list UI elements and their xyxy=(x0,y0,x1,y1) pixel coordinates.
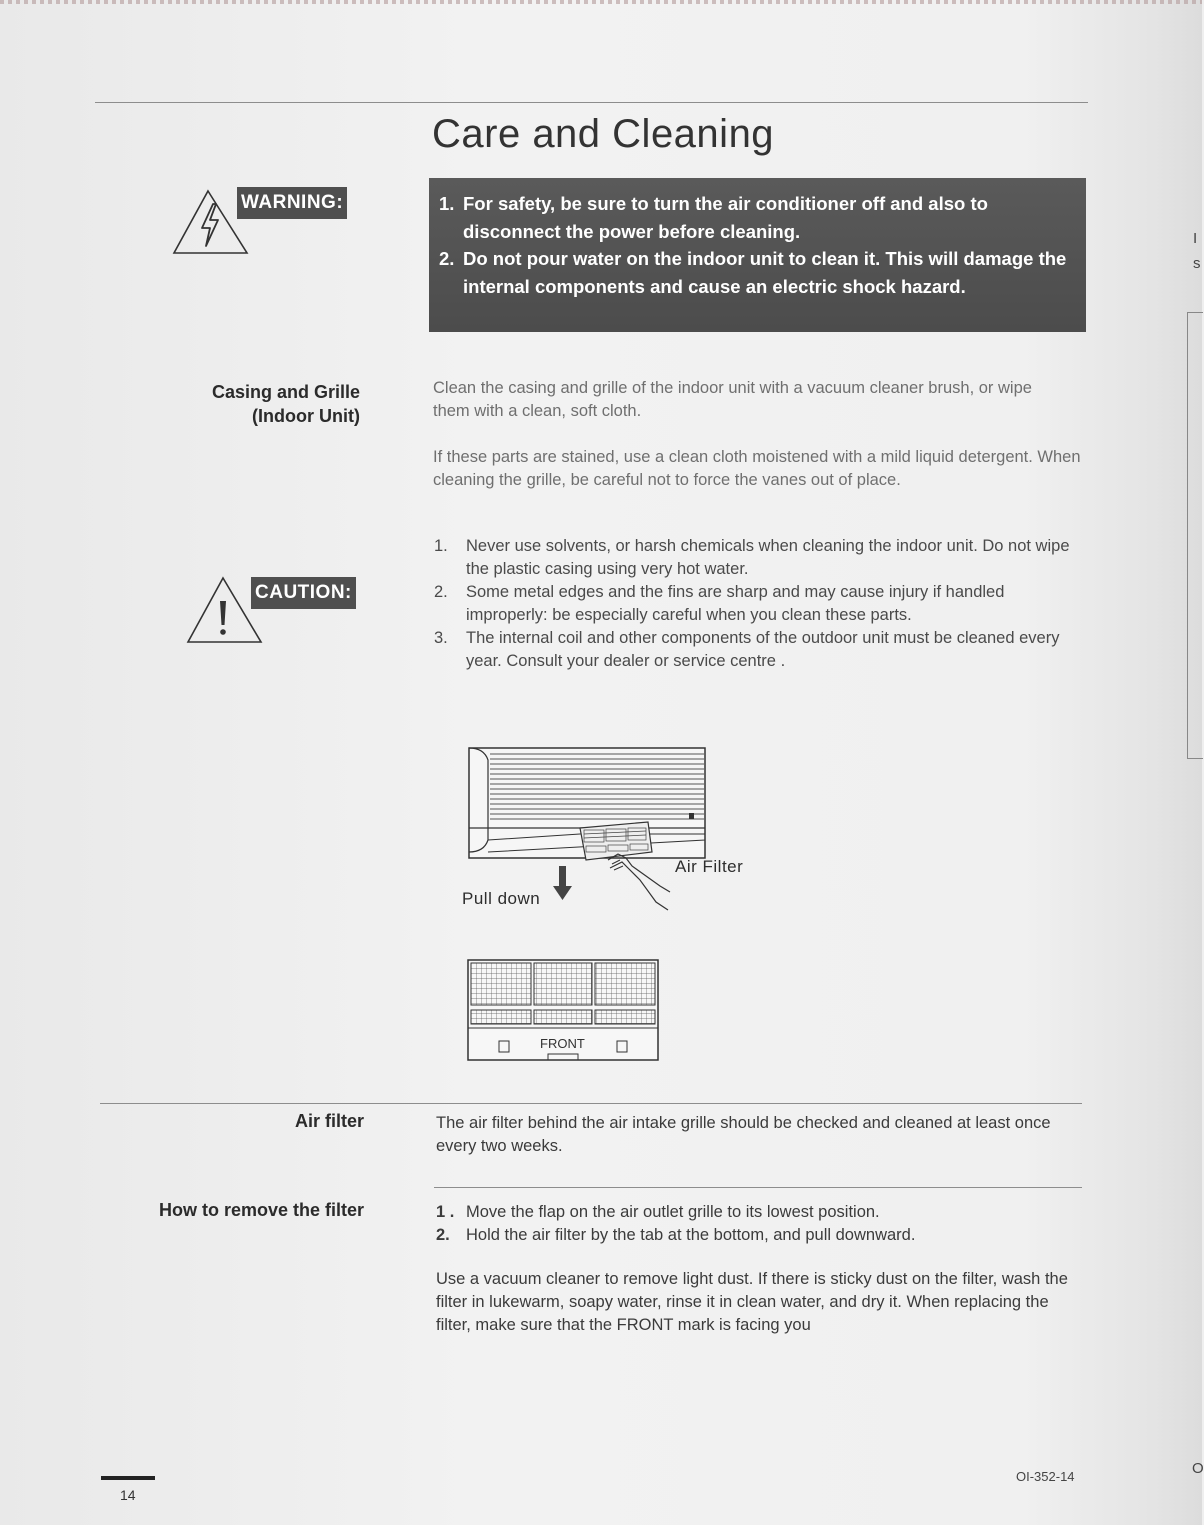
page-number: 14 xyxy=(120,1487,136,1503)
adjacent-page-fragment: s xyxy=(1193,255,1201,272)
document-code: OI-352-14 xyxy=(1016,1469,1075,1484)
remove-filter-paragraph: Use a vacuum cleaner to remove light dust. If there is sticky dust on the filter, wash the filter in lukewarm, soapy water, rinse it in clean water, and dry it. When replacing the filter, make sure that the FRONT mark is facing you xyxy=(436,1270,1068,1334)
page-number-bar xyxy=(101,1476,155,1480)
remove-step-number: 2. xyxy=(436,1226,450,1244)
pull-down-label: Pull down xyxy=(462,889,541,908)
remove-filter-steps xyxy=(436,1201,1086,1247)
perforated-edge xyxy=(0,0,1202,4)
front-mark-label: FRONT xyxy=(540,1036,585,1051)
casing-heading-line1: Casing and Grille xyxy=(211,382,360,402)
warning-item xyxy=(439,245,1080,300)
caution-item-text: Some metal edges and the fins are sharp and may cause injury if handled improperly: be especially careful when you clean these parts. xyxy=(466,583,1005,624)
remove-step-text: Hold the air filter by the tab at the bottom, and pull downward. xyxy=(466,1226,916,1244)
air-filter-text: The air filter behind the air intake grille should be checked and cleaned at least once every two weeks. xyxy=(436,1114,1051,1155)
caution-list xyxy=(434,535,1084,673)
warning-box xyxy=(429,178,1086,332)
air-filter-divider xyxy=(100,1103,1082,1104)
casing-heading xyxy=(140,380,360,428)
warning-item xyxy=(439,190,1080,245)
casing-heading-line2: (Indoor Unit) xyxy=(252,406,360,426)
caution-item-text: The internal coil and other components of the outdoor unit must be cleaned every year. Consult your dealer or service centre . xyxy=(466,629,1060,670)
caution-item xyxy=(434,627,1084,673)
warning-item-text: Do not pour water on the indoor unit to clean it. This will damage the internal components and cause an electric shock hazard. xyxy=(463,248,1067,297)
air-filter-label: Air Filter xyxy=(675,857,744,876)
remove-filter-divider xyxy=(434,1187,1082,1188)
caution-tag: CAUTION: xyxy=(251,577,356,609)
caution-item-number: 2. xyxy=(434,583,448,601)
remove-filter-heading: How to remove the filter xyxy=(158,1200,364,1220)
caution-item-text: Never use solvents, or harsh chemicals when cleaning the indoor unit. Do not wipe the plastic casing using very hot water. xyxy=(466,537,1070,578)
casing-paragraph-2: If these parts are stained, use a clean cloth moistened with a mild liquid detergent. When cleaning the grille, be careful not to force the vanes out of place. xyxy=(433,448,1081,489)
top-divider xyxy=(95,102,1088,103)
remove-step-number: 1 . xyxy=(436,1203,455,1221)
adjacent-page-fragment: I xyxy=(1193,230,1198,247)
air-filter-heading: Air filter xyxy=(294,1111,364,1131)
casing-paragraph-1: Clean the casing and grille of the indoor unit with a vacuum cleaner brush, or wipe them with a clean, soft cloth. xyxy=(433,379,1032,420)
remove-step-text: Move the flap on the air outlet grille to its lowest position. xyxy=(466,1203,880,1221)
warning-item-number: 2. xyxy=(439,248,455,269)
page-title: Care and Cleaning xyxy=(432,112,775,156)
caution-item xyxy=(434,581,1084,627)
warning-item-text: For safety, be sure to turn the air conditioner off and also to disconnect the power before cleaning. xyxy=(463,193,988,242)
remove-step xyxy=(436,1201,1086,1224)
adjacent-page-edge xyxy=(1187,312,1203,759)
caution-item-number: 3. xyxy=(434,629,448,647)
caution-item xyxy=(434,535,1084,581)
remove-step xyxy=(436,1224,1086,1247)
warning-tag: WARNING: xyxy=(237,187,347,219)
warning-item-number: 1. xyxy=(439,193,455,214)
adjacent-page-fragment: O xyxy=(1192,1460,1204,1477)
caution-item-number: 1. xyxy=(434,537,448,555)
